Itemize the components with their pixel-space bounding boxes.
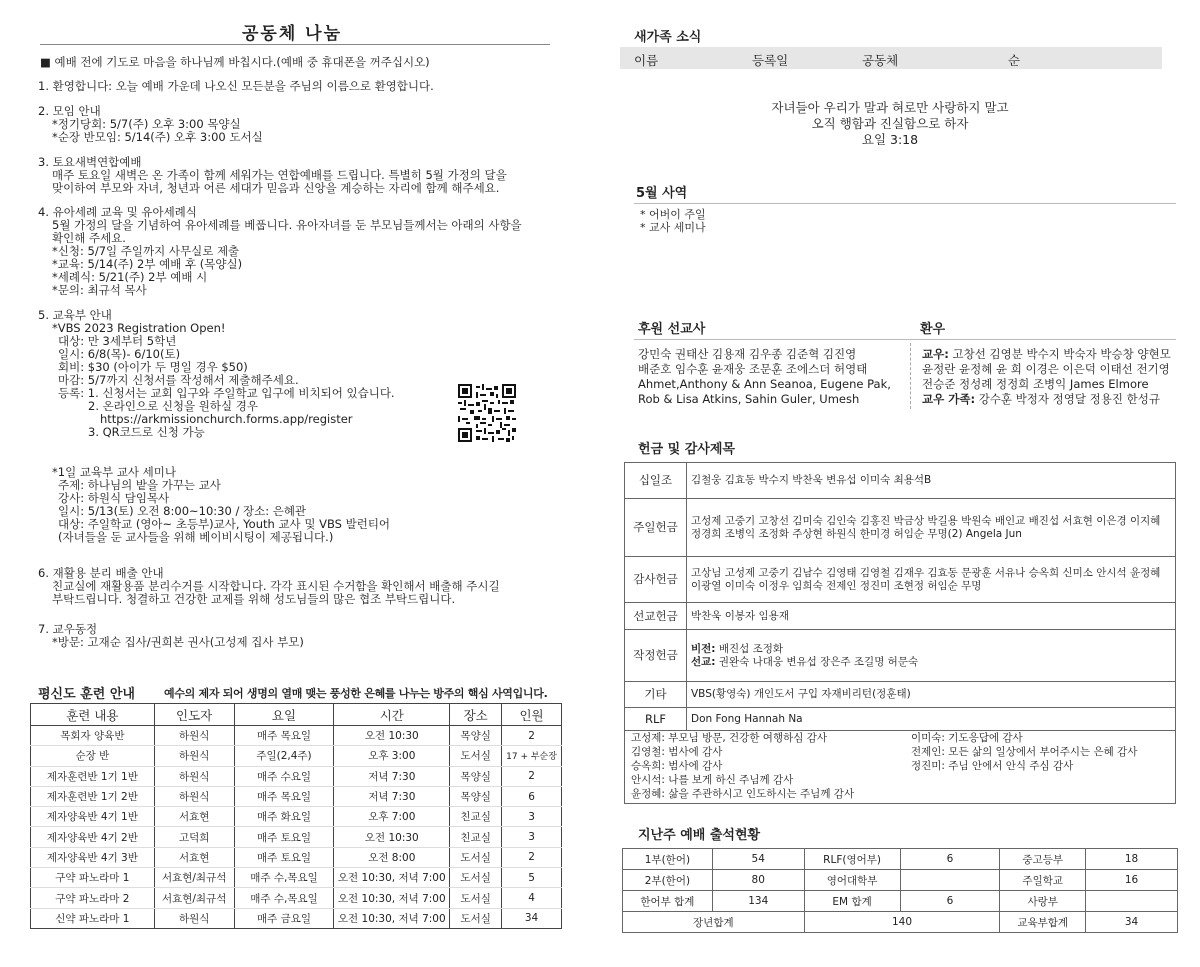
section-divider [634, 203, 1176, 204]
intro-notice: ■ 예배 전에 기도로 마음을 하나님께 바칩시다.(예배 중 휴대폰을 꺼주십시오) [40, 55, 430, 69]
may-ministry-title: 5월 사역 [636, 186, 688, 201]
col-header: 요일 [234, 704, 334, 726]
title-divider [40, 44, 550, 45]
col-header: 시간 [334, 704, 450, 726]
table-row: 감사헌금 고상님 고성제 고중기 김남수 김영태 김영철 김재우 김효동 문광훈 서유나 승옥희 신미소 안시석 윤정혜 이광열 이미숙 이정우 임희숙 전제인 정진미 조현정 허임순 무명 [625, 557, 1176, 603]
training-table [30, 703, 562, 929]
table-row: 신약 파노라마 1 하원식 매주 금요일 오전 10:30, 저녁 7:00 도서실 34 [31, 908, 562, 928]
table-row: RLF Don Fong Hannah Na [625, 708, 1176, 731]
notice-item-1: 1. 환영합니다: 오늘 예배 가운데 나오신 모든분을 주님의 이름으로 환영합니다. [38, 79, 434, 93]
missionary-list: 강민숙 권태산 김용재 김우종 김준혁 김진영 배준호 임수훈 윤재웅 조문훈 조에스더 허영태 Ahmet,Anthony & Ann Seanoa, Eugene Pak, Rob & Lisa Atkins, Sahin Guler, Umesh [638, 347, 891, 406]
col-header: 순 [1008, 53, 1021, 68]
table-row: 구약 파노라마 2 서효현/최규석 매주 수,목요일 오전 10:30, 저녁 7:00 도서실 4 [31, 888, 562, 908]
notice-item-4: 4. 유아세례 교육 및 유아세례식 5월 가정의 달을 기념하여 유아세례를 베풉니다. 유아자녀를 둔 부모님들께서는 아래의 사항을 확인해 주세요. *신청: 5/7일 주일까지 사무실로 제출 *교육: 5/14(주) 2부 예배 후 (목양실) *세례식: 5/21(주) 2부 예배 시 *문의: 최규석 목사 [38, 205, 522, 297]
bulletin-right-column [620, 0, 1180, 967]
table-row: 십일조 김철웅 김효동 박수지 박찬욱 변유섭 이미숙 최용석B [625, 463, 1176, 499]
training-subtitle: 예수의 제자 되어 생명의 열매 맺는 풍성한 은혜를 나누는 방주의 핵심 사역입니다. [164, 687, 548, 700]
col-header: 훈련 내용 [31, 704, 155, 726]
table-row: 제자양육반 4기 3반 서효현 매주 토요일 오전 8:00 도서실 2 [31, 847, 562, 867]
list-item: * 교사 세미나 [640, 221, 706, 234]
missionary-title: 후원 선교사 [638, 322, 706, 337]
table-row: 2부(한어) 80 영어대학부 주일학교 16 [623, 870, 1178, 891]
col-header: 이름 [634, 53, 659, 68]
bible-verse: 자녀들아 우리가 말과 혀로만 사랑하지 말고 오직 행함과 진실함으로 하자 요일 3:18 [771, 100, 1009, 147]
training-title: 평신도 훈련 안내 [38, 687, 135, 702]
training-header-row [31, 704, 562, 726]
column-divider [910, 343, 911, 409]
col-header: 인원 [502, 704, 562, 726]
community-news-column [32, 0, 568, 967]
table-row: 제자양육반 4기 1반 서효현 매주 화요일 오후 7:00 친교실 3 [31, 807, 562, 827]
offering-table [624, 462, 1176, 731]
table-row: 구약 파노라마 1 서효현/최규석 매주 수,목요일 오전 10:30, 저녁 7:00 도서실 5 [31, 868, 562, 888]
new-family-header [620, 47, 1162, 69]
attendance-table [622, 848, 1178, 933]
table-row: 작정헌금 비전: 배진섭 조정화 선교: 권완숙 나대웅 변유섭 장은주 조길명 허문숙 [625, 630, 1176, 682]
table-row: 1부(한어) 54 RLF(영어부) 6 중고등부 18 [623, 849, 1178, 870]
col-header: 인도자 [154, 704, 234, 726]
attendance-title: 지난주 예배 출석현황 [638, 828, 761, 843]
table-row: 제자훈련반 1기 2반 하원식 매주 목요일 저녁 7:30 목양실 6 [31, 786, 562, 806]
may-ministry-list [640, 208, 706, 234]
notice-item-6: 6. 재활용 분리 배출 안내 친교실에 재활용품 분리수거를 시작합니다. 각각 표시된 수거함을 확인해서 배출해 주시길 부탁드립니다. 청결하고 건강한 교제를 위해 성도님들의 많은 협조 부탁드립니다. [38, 566, 500, 606]
table-row: 기타 VBS(황영숙) 개인도서 구입 자재비리턴(정훈태) [625, 682, 1176, 708]
table-row: 제자양육반 4기 2반 고덕희 매주 토요일 오전 10:30 친교실 3 [31, 827, 562, 847]
table-row: 순장 반 하원식 주일(2,4주) 오후 3:00 도서실 17 + 부순장 [31, 746, 562, 766]
notice-item-3: 3. 토요새벽연합예배 매주 토요일 새벽은 온 가족이 함께 세워가는 연합예배를 드립니다. 특별히 5월 가정의 달을 맞이하여 부모와 자녀, 청년과 어른 세대가 믿음과 신앙을 계승하는 자리에 함께 해주세요. [38, 155, 507, 195]
notice-item-2: 2. 모임 안내 *정기당회: 5/7(주) 오후 3:00 목양실 *순장 반모임: 5/14(주) 오후 3:00 도서실 [38, 104, 263, 144]
table-row: 선교헌금 박찬욱 이봉자 임용재 [625, 603, 1176, 630]
patients-list: 교우: 고창선 김영분 박수지 박숙자 박승창 양현모 윤정란 윤정혜 윤 희 이경은 이은덕 이태선 전기영 전승준 정성례 정정희 조병익 James Elmore 교우 가족: 강수훈 박정자 정영달 정용진 한성규 [922, 347, 1171, 406]
col-header: 등록일 [752, 53, 789, 68]
section-divider [634, 339, 1176, 340]
registration-link[interactable]: https://arkmissionchurch.forms.app/register [100, 412, 353, 426]
notice-item-5: 5. 교육부 안내 *VBS 2023 Registration Open! 대상: 만 3세부터 5학년 일시: 6/8(목)- 6/10(토) 회비: $30 (아이가 두 명일 경우 $50) 마감: 5/7까지 신청서를 작성해서 제출해주세요. 등록: 1. 신청서는 교회 입구와 주일학교 입구에 비치되어 있습니다. 2. 온라인으로 신청을 원하실 경우 https://arkmissionchurch.forms.app/register 3. QR코드로 신청 가능 [38, 308, 395, 439]
page-title: 공동체 나눔 [241, 24, 343, 44]
notice-item-teacher-seminar: *1일 교육부 교사 세미나 주제: 하나님의 밭을 가꾸는 교사 강사: 하원식 담임목사 일시: 5/13(토) 오전 8:00~10:30 / 장소: 은혜관 대상: 주일학교 (영아~ 초등부)교사, Youth 교사 및 VBS 발런티어 (자녀들을 둔 교사들을 위해 베이비시팅이 제공됩니다.) [52, 465, 391, 544]
table-row: 제자훈련반 1기 1반 하원식 매주 수요일 저녁 7:30 목양실 2 [31, 766, 562, 786]
new-family-title: 새가족 소식 [634, 30, 702, 45]
qr-code-icon[interactable] [458, 384, 516, 442]
col-header: 장소 [450, 704, 502, 726]
table-row: 한어부 합계 134 EM 합계 6 사랑부 [623, 891, 1178, 912]
table-row: 목회자 양육반 하원식 매주 목요일 오전 10:30 목양실 2 [31, 726, 562, 746]
offering-title: 헌금 및 감사제목 [638, 442, 735, 457]
list-item: * 어버이 주일 [640, 208, 706, 221]
table-row: 장년합계 140 교육부합계 34 [623, 912, 1178, 933]
notice-item-7: 7. 교우동정 *방문: 고재순 집사/권희본 권사(고성제 집사 부모) [38, 622, 304, 649]
table-row: 주일헌금 고성제 고중기 고창선 김미숙 김인숙 김홍진 박금상 박길용 박원숙 배인교 배진섭 서효현 이은경 이지혜 정경희 조병익 조정화 주상현 하원식 한미경 허임순 무명(2) Angela Jun [625, 499, 1176, 557]
thanks-box: 고성제: 부모님 방문, 건강한 여행하심 감사 김영철: 범사에 감사 승옥희: 범사에 감사 안시석: 나를 보게 하신 주님께 감사 윤정혜: 삶을 주관하시고 인도하시는 주님께 감사 이미숙: 기도응답에 감사 전제인: 모든 삶의 일상에서 부어주시는 은혜 감사 정진미: 주님 안에서 안식 주심 감사 [624, 730, 1176, 804]
patients-title: 환우 [920, 322, 946, 337]
col-header: 공동체 [862, 53, 899, 68]
